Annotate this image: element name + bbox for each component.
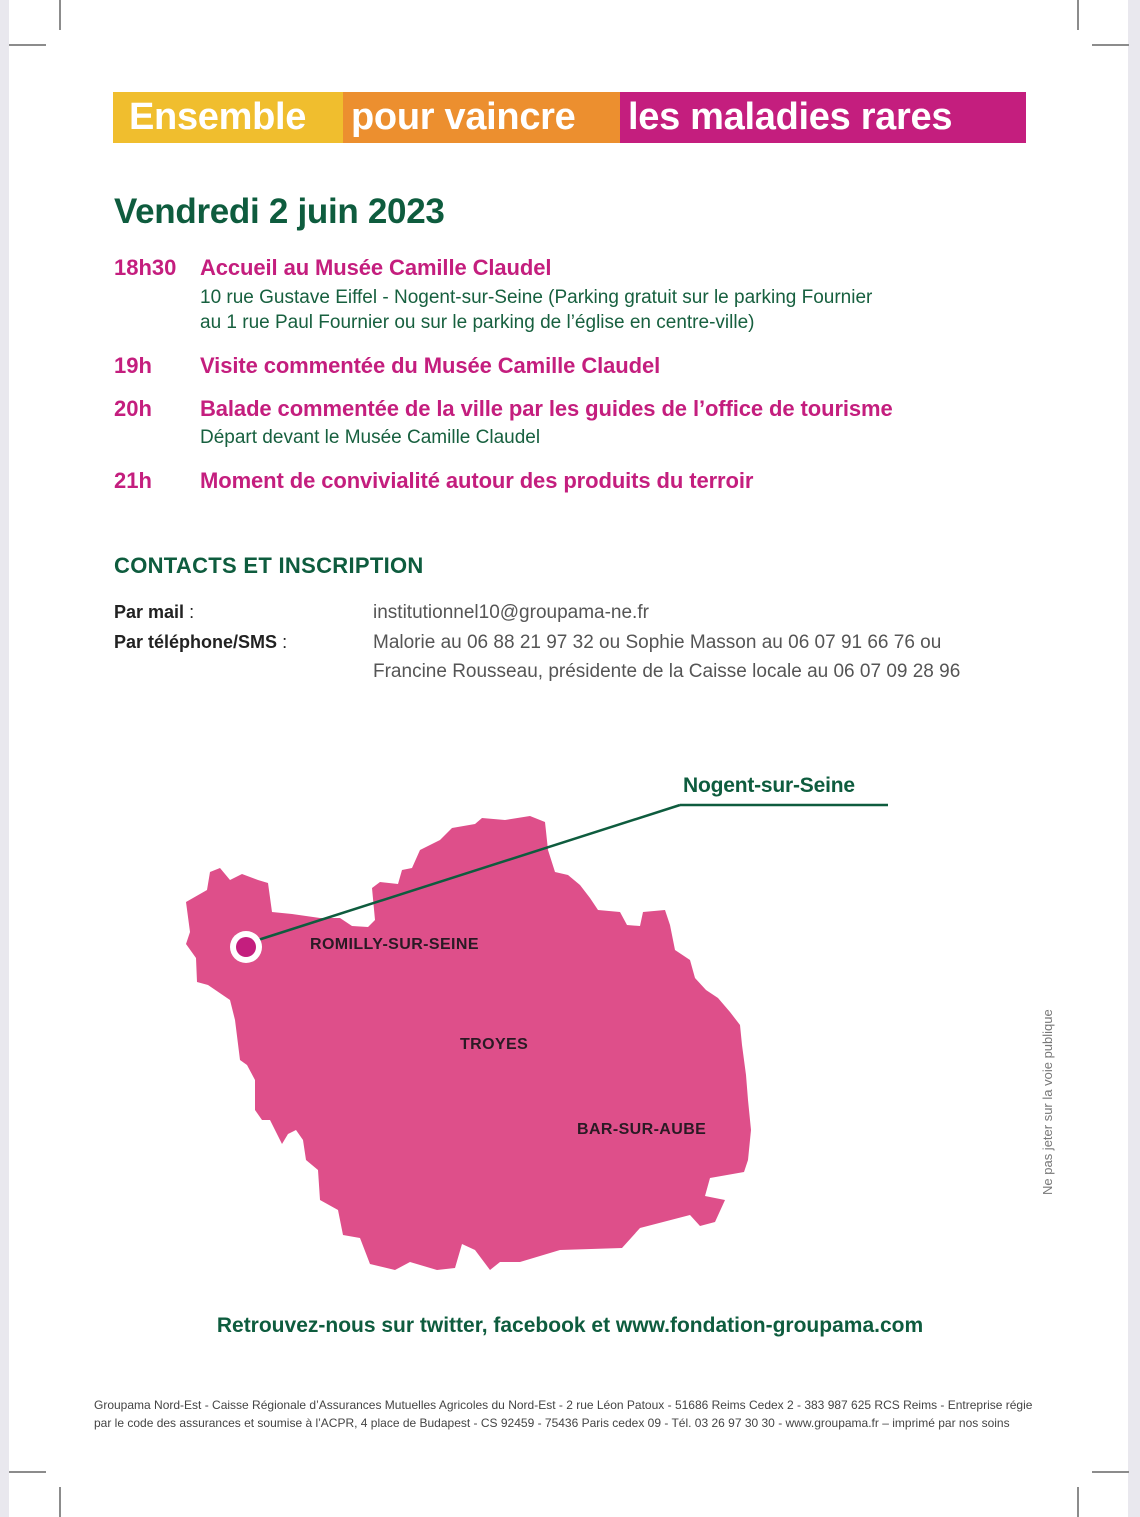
nogent-marker-dot [236, 937, 256, 957]
phone-line: Malorie au 06 88 21 97 32 ou Sophie Masson au 06 07 91 66 76 ou [373, 632, 942, 653]
program-time: 18h30 [114, 255, 177, 280]
legal-line: par le code des assurances et soumise à l’ACPR, 4 place de Budapest - CS 92459 - 75436 Paris cedex 09 - Tél. 03 26 97 30 30 - www.groupama.fr – imprimé par nos soins [94, 1416, 1010, 1430]
banner-part-ensemble: Ensemble [113, 92, 343, 143]
side-note: Ne pas jeter sur la voie publique [1040, 1009, 1055, 1195]
phone-label-text: Par téléphone/SMS [114, 632, 278, 652]
nogent-sur-seine-label: Nogent-sur-Seine [683, 774, 855, 797]
social-links-line: Retrouvez-nous sur twitter, facebook et www.fondation-groupama.com [216, 1314, 924, 1337]
program-detail: Départ devant le Musée Camille Claudel [200, 427, 541, 448]
banner-part-maladies-rares: les maladies rares [620, 92, 1026, 143]
city-label-troyes: TROYES [460, 1036, 529, 1053]
mail-address-link[interactable]: institutionnel10@groupama-ne.fr [373, 602, 649, 623]
event-date-heading: Vendredi 2 juin 2023 [114, 192, 445, 231]
program-time: 20h [114, 396, 152, 421]
phone-line: Francine Rousseau, présidente de la Caisse locale au 06 07 09 28 96 [373, 661, 961, 682]
program-detail: 10 rue Gustave Eiffel - Nogent-sur-Seine (Parking gratuit sur le parking Fournier [200, 287, 873, 308]
mail-label-text: Par mail [114, 602, 185, 622]
contacts-heading: CONTACTS ET INSCRIPTION [114, 553, 424, 578]
program-title: Moment de convivialité autour des produits du terroir [200, 468, 754, 493]
program-title: Visite commentée du Musée Camille Claudel [200, 353, 661, 378]
banner-part-pour-vaincre: pour vaincre [343, 92, 620, 143]
phone-label-colon: : [282, 632, 288, 652]
mail-label-colon: : [189, 602, 195, 622]
program-title: Balade commentée de la ville par les guides de l’office de tourisme [200, 396, 893, 421]
program-title: Accueil au Musée Camille Claudel [200, 255, 552, 280]
program-time: 21h [114, 468, 152, 493]
legal-line: Groupama Nord-Est - Caisse Régionale d’Assurances Mutuelles Agricoles du Nord-Est - 2 rue Léon Patoux - 51686 Reims Cedex 2 - 383 987 625 RCS Reims - Entreprise régie [94, 1398, 1033, 1412]
city-label-romilly: ROMILLY-SUR-SEINE [310, 936, 479, 953]
program-detail: au 1 rue Paul Fournier ou sur le parking de l’église en centre-ville) [200, 312, 755, 333]
city-label-bar-sur-aube: BAR-SUR-AUBE [577, 1121, 707, 1138]
legal-notice [94, 1396, 1032, 1432]
program-time: 19h [114, 353, 152, 378]
